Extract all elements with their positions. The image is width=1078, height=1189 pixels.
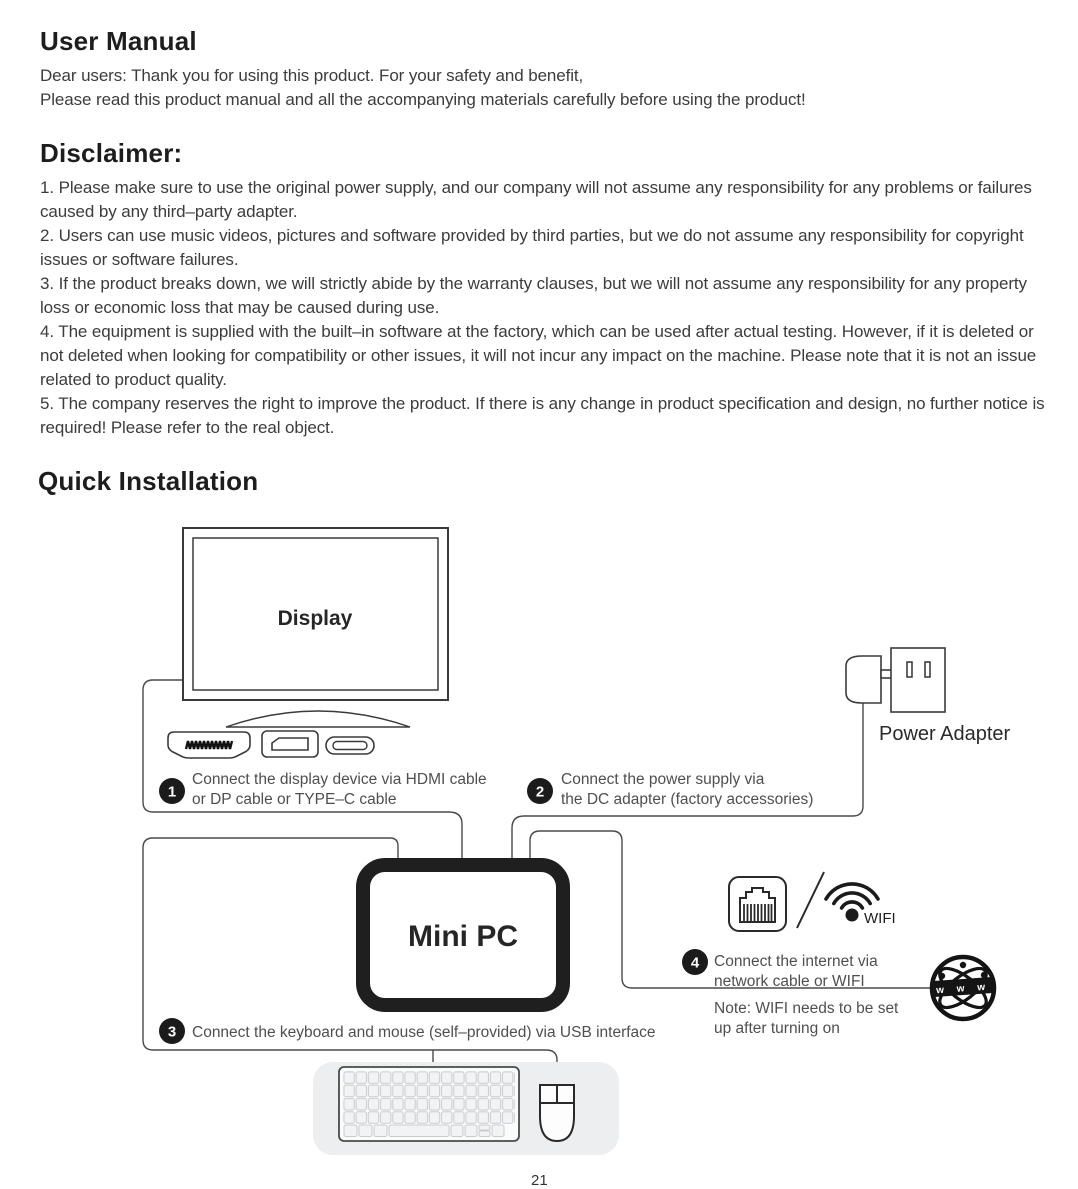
page-title: User Manual (40, 26, 197, 56)
step-1-text-line-2: or DP cable or TYPE–C cable (192, 791, 397, 808)
disclaimer-body (40, 176, 1052, 440)
hdmi-connector-icon (168, 732, 250, 758)
power-adapter-label: Power Adapter (879, 723, 1011, 745)
power-outlet-icon (891, 648, 945, 712)
step-4-text-line-2: network cable or WIFI (714, 973, 865, 990)
keyboard-icon (339, 1067, 519, 1141)
intro-line-2: Please read this product manual and all the accompanying materials carefully before using the product! (40, 90, 806, 109)
wifi-dot (846, 909, 859, 922)
www-label: w w w (935, 981, 991, 997)
step-1-text-line-1: Connect the display device via HDMI cable (192, 771, 487, 788)
monitor (183, 528, 448, 727)
step-4-text-line-1: Connect the internet via (714, 953, 878, 970)
ethernet-port-icon (729, 877, 786, 931)
step-2 (527, 771, 813, 808)
mouse-icon (540, 1085, 574, 1141)
disclaimer-item-3: 3. If the product breaks down, we will strictly abide by the warranty clauses, but we will not assume any responsibility for any property loss or economic loss that may be caused during use. (40, 274, 1027, 317)
step-1 (159, 771, 487, 808)
step-3 (159, 1018, 656, 1044)
wifi-label: WIFI (864, 910, 896, 927)
disclaimer-item-5: 5. The company reserves the right to improve the product. If there is any change in product specification and design, no further notice is required! Please refer to the real object. (40, 394, 1045, 437)
step-3-number: 3 (167, 1023, 177, 1041)
step-4-number: 4 (690, 954, 700, 972)
step-2-text-line-2: the DC adapter (factory accessories) (561, 791, 814, 808)
intro-paragraph (40, 64, 1050, 112)
intro-line-1: Dear users: Thank you for using this product. For your safety and benefit, (40, 66, 584, 85)
disclaimer-item-1: 1. Please make sure to use the original power supply, and our company will not assume any responsibility for any problems or failures caused by any third–party adapter. (40, 178, 1032, 221)
step-2-number: 2 (535, 783, 545, 801)
step-1-number: 1 (167, 783, 177, 801)
disclaimer-heading: Disclaimer: (40, 138, 183, 168)
step-2-text-line-1: Connect the power supply via (561, 771, 765, 788)
dp-connector-icon (262, 731, 318, 757)
keyboard-bottom-row (344, 1125, 504, 1137)
note-line-1: Note: WIFI needs to be set (714, 1000, 899, 1017)
slash-divider (797, 872, 824, 928)
step-4 (682, 949, 899, 1037)
display-label: Display (277, 607, 353, 630)
typec-connector-icon (326, 737, 374, 754)
note-line-2: up after turning on (714, 1020, 840, 1037)
monitor-stand (226, 711, 410, 727)
mini-pc-label: Mini PC (408, 920, 518, 953)
mini-pc (363, 865, 563, 1005)
power-plug-icon (846, 656, 892, 703)
hdmi-pins (186, 741, 232, 749)
disclaimer-item-2: 2. Users can use music videos, pictures and software provided by third parties, but we do not assume any responsibility for copyright issues or software failures. (40, 226, 1024, 269)
keyboard-keys (343, 1071, 515, 1124)
internet-globe-icon (932, 957, 995, 1019)
installation-diagram (0, 510, 1078, 1180)
disclaimer-item-4: 4. The equipment is supplied with the built–in software at the factory, which can be used after actual testing. However, if it is deleted or not deleted when looking for compatibility or other issues, it will not incur any impact on the machine. Please note that it is not an issue related to product quality. (40, 322, 1037, 389)
page-number: 21 (531, 1172, 548, 1189)
step-3-text-line-1: Connect the keyboard and mouse (self–provided) via USB interface (192, 1024, 656, 1041)
installation-heading: Quick Installation (38, 466, 259, 496)
